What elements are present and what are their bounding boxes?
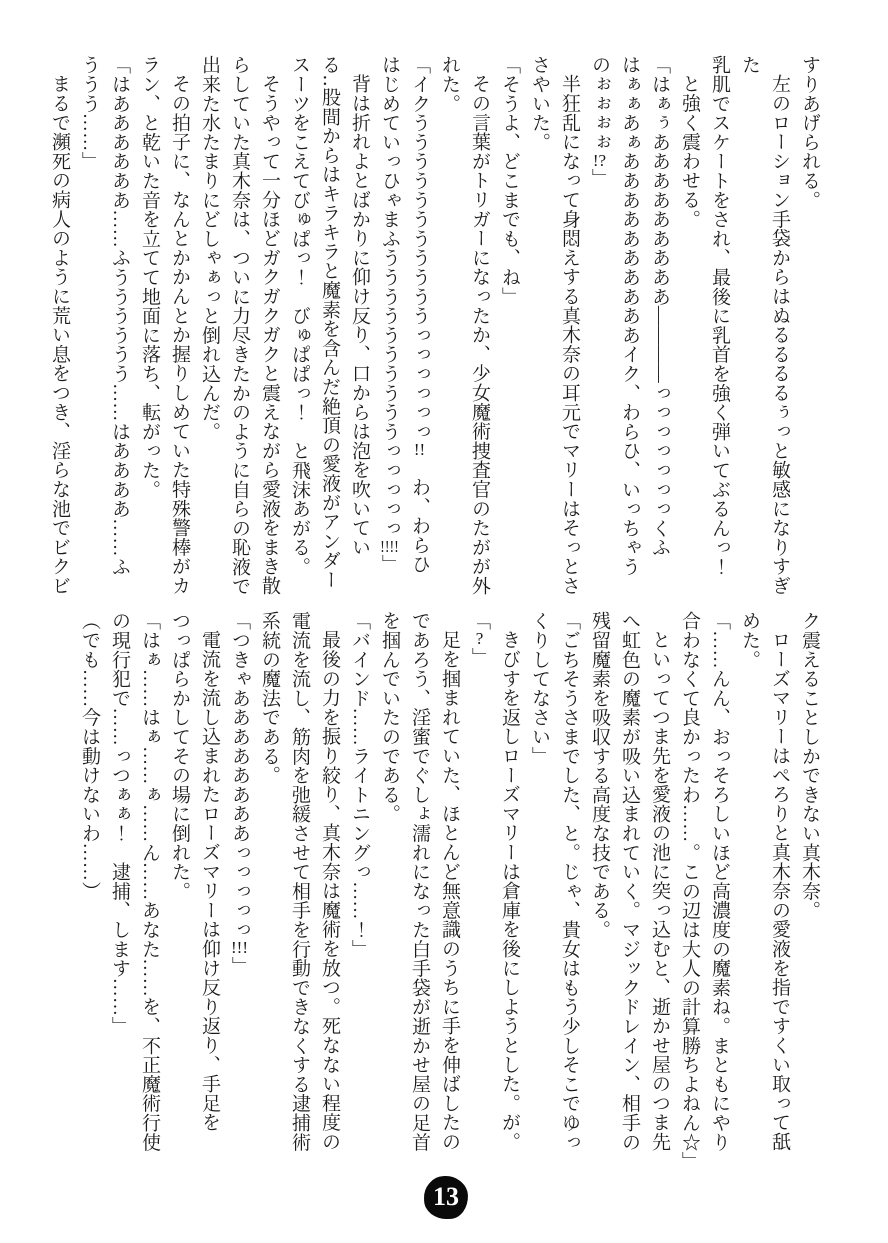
text-line: 電流を流し込まれたローズマリーは仰け反り返り、手足を bbox=[199, 630, 220, 1132]
text-line: スーツをこえてびゅぱっ！ びゅぱぱっ！ と飛沫あがる。 bbox=[289, 55, 310, 577]
text-line: と強く震わせる。 bbox=[679, 74, 700, 229]
text-line: 「イクうううううううううううっっっっっっ!! わ、わらひ bbox=[409, 55, 430, 574]
text-line: 「はぁぅあああああああああ————っっっっっっっくふ bbox=[649, 55, 670, 557]
text-line: 「……んん、おっそろしいほど高濃度の魔素ね。まともにやり bbox=[709, 611, 730, 1152]
text-line: 「はああああああ……ふうううううう……はああああ……ふ bbox=[109, 55, 130, 577]
text-line: 半狂乱になって身悶えする真木奈の耳元でマリーはそっとさ bbox=[559, 74, 580, 596]
text-line: 合わなくて良かったわ……。この辺は大人の計算勝ちよねん☆」 bbox=[679, 611, 700, 1171]
text-line: さやいた。 bbox=[529, 55, 550, 152]
text-line: はぁぁあぁああああああああああイク、わらひ、いっちゃう bbox=[619, 55, 640, 577]
text-line: 「そうよ、どこまでも、ね」 bbox=[499, 55, 520, 306]
text-line: めた。 bbox=[739, 611, 760, 669]
text-line: 左のローション手袋からはぬるるるるぅっと敏感になりすぎた bbox=[739, 55, 790, 596]
text-line: ク震えることしかできない真木奈。 bbox=[799, 611, 820, 920]
text-line: へ虹色の魔素が吸い込まれていく。マジックドレイン、相手の bbox=[619, 611, 640, 1152]
text-line: 「つきゃああああああああっっっっっ!!!」 bbox=[229, 611, 250, 976]
text-line: そうやって一分ほどガクガクガクと震えながら愛液をまき散 bbox=[259, 74, 280, 596]
text-line: る‥股間からはキラキラと魔素を含んだ絶頂の愛液がアンダー bbox=[319, 55, 340, 590]
text-line: 「ごちそうさまでした、と。じゃ、貴女はもう少しそこでゆっ bbox=[559, 611, 580, 1152]
text-line: その拍子に、なんとかかんとか握りしめていた特殊警棒がカ bbox=[169, 74, 190, 596]
text-line: 乳肌でスケートをされ、最後に乳首を強く弾いてぶるんっ！ bbox=[709, 55, 730, 577]
text-line: その言葉がトリガーになったか、少女魔術捜査官のたがが外 bbox=[469, 74, 490, 596]
text-line: 「はぁ……はぁ……ぁ……ん……あなた……を、不正魔術行使 bbox=[139, 611, 160, 1152]
text-line: であろう、淫蜜でぐしょ濡れになった白手袋が逝かせ屋の足首 bbox=[409, 611, 430, 1152]
text-line: ううう……」 bbox=[79, 55, 100, 171]
text-line: 背は折れよとばかりに仰け反り、口からは泡を吹いてい bbox=[349, 74, 370, 557]
text-line: すりあげられる。 bbox=[799, 55, 820, 210]
text-line: 電流を流し、筋肉を弛緩させて相手を行動できなくする逮捕術 bbox=[289, 611, 310, 1152]
text-line: はじめていっひゃまふううううううううううっっっっっ!!!!」 bbox=[379, 55, 400, 574]
text-line: 足を掴まれていた、ほとんど無意識のうちに手を伸ばしたの bbox=[439, 630, 460, 1152]
text-line: 「?」 bbox=[469, 611, 490, 667]
text-line: くりしてなさい」 bbox=[529, 611, 550, 766]
text-line: 「バインド……ライトニングっ……！」 bbox=[349, 611, 370, 959]
text-line: （でも……今は動けないわ……） bbox=[79, 611, 100, 901]
text-line: らしていた真木奈は、ついに力尽きたかのように自らの恥液で bbox=[229, 55, 250, 596]
text-line: 出来た水たまりにどしゃぁっと倒れ込んだ。 bbox=[199, 55, 220, 441]
text-block-top bbox=[44, 55, 824, 611]
text-line: ローズマリーはぺろりと真木奈の愛液を指ですくい取って舐 bbox=[769, 630, 790, 1152]
text-line: を掴んでいたのである。 bbox=[379, 611, 400, 824]
text-line: 系統の魔法である。 bbox=[259, 611, 280, 785]
text-line: の現行犯で……っつぁぁ！ 逮捕、します……」 bbox=[109, 611, 130, 1036]
text-line: きびすを返しローズマリーは倉庫を後にしようとした。が。 bbox=[499, 630, 520, 1152]
text-line: れた。 bbox=[439, 55, 460, 113]
page-number: 13 bbox=[433, 1182, 459, 1211]
page-number-badge bbox=[424, 1175, 467, 1218]
text-line: ラン、と乾いた音を立てて地面に落ち、転がった。 bbox=[139, 55, 160, 499]
text-line: 残留魔素を吸収する高度な技である。 bbox=[589, 611, 610, 940]
text-line: といってつま先を愛液の池に突っ込むと、逝かせ屋のつま先 bbox=[649, 630, 670, 1152]
text-line: のぉぉぉぉ!?」 bbox=[589, 55, 610, 188]
text-block-bottom bbox=[74, 611, 824, 1171]
text-line: 最後の力を振り絞り、真木奈は魔術を放つ。死なない程度の bbox=[319, 630, 340, 1152]
text-line: つっぱらかしてその場に倒れた。 bbox=[169, 611, 190, 901]
text-line: まるで瀕死の病人のように荒い息をつき、淫らな池でビクビ bbox=[49, 74, 70, 596]
